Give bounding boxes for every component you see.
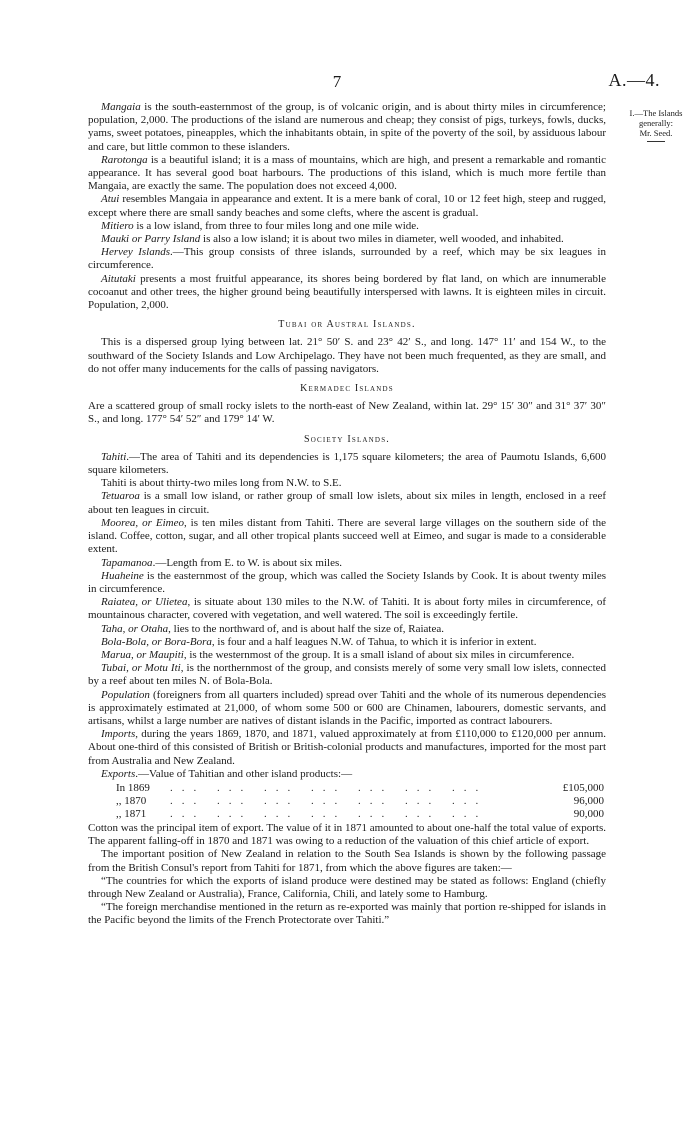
paragraph-text: is the easternmost of the group, which was called the Society Islands by Cook. It is about twenty miles in circumference. (88, 569, 606, 595)
paragraph-atui (88, 193, 606, 219)
paragraph-raiatea (88, 596, 606, 622)
paragraph-huaheine (88, 570, 606, 596)
paragraph-text: .—This group consists of three islands, surrounded by a reef, which may be six leagues in circumference. (88, 246, 606, 272)
island-name: Tetuaroa (101, 490, 140, 503)
paragraph-text: is a small low island, or rather group of small low islets, about six miles in length, enclosed in a reef about ten leagues in circuit. (88, 490, 606, 516)
island-name: Raiatea, or Ulietea (101, 596, 188, 609)
island-name: Huaheine (101, 569, 144, 582)
paragraph-text: resembles Mangaia in appearance and extent. It is a mere bank of coral, 10 or 12 feet high, steep and rugged, except where there are small sandy beaches and some clefts, where the ascent is gradual. (88, 193, 606, 219)
paragraph-mauki (88, 233, 606, 246)
quote-merchandise: “The foreign merchandise mentioned in the return as re-exported was mainly that portion re-shipped for islands in the Pacific beyond the limits of the French Protectorate over Tahiti.” (88, 901, 606, 927)
island-name: Taha, or Otaha (101, 622, 169, 635)
export-value: £105,000 (562, 781, 604, 794)
paragraph-tubai-group: This is a dispersed group lying between lat. 21° 50′ S. and 23° 42′ S., and long. 147° 11′ and 154 W., to the southward of the Society Islands and Low Archipelago. They have not been much frequented, as they are small, and do not offer many inducements for the calls of passing navigators. (88, 336, 606, 375)
island-name: Mitiero (101, 219, 134, 232)
island-name: Mangaia (101, 101, 141, 113)
paragraph-text: .—The area of Tahiti and its dependencies is 1,175 square kilometers; the area of Paumotu Islands, 6,600 square kilometers. (88, 450, 606, 477)
paragraph-text: , is four and a half leagues N.W. of Tahua, to which it is inferior in extent. (211, 635, 537, 648)
island-name: Aitutaki (101, 272, 136, 285)
paragraph-text: (foreigners from all quarters included) spread over Tahiti and the whole of its numerous dependencies is approximately estimated at 21,000, of whom some 500 or 600 are Chinamen, labourers, domestic servants, and artisans, whilst a large number are natives of distant islands in the Pacific, imported as contract labourers. (88, 688, 606, 727)
paragraph-text: .—Length from E. to W. is about six miles. (152, 556, 342, 569)
paragraph-tapamanoa (88, 557, 606, 570)
paragraph-text: is a low island, from three to four miles long and one mile wide. (133, 219, 419, 232)
paragraph-text: presents a most fruitful appearance, its shores being bordered by flat land, on which are innumerable cocoanut and other trees, the higher ground being beautifully interspersed with lawns. It is eighteen miles in circuit. Population, 2,000. (88, 272, 606, 312)
section-heading-tubai: Tubai or Austral Islands. (278, 319, 416, 331)
exports-table (116, 782, 604, 821)
paragraph-text: .—Value of Tahitian and other island products:— (135, 767, 353, 780)
body-text (88, 101, 606, 928)
paragraph-imports (88, 728, 606, 768)
margin-note (616, 108, 696, 142)
paragraph-text: , during the years 1869, 1870, and 1871, valued approximately at from £110,000 to £120,000 per annum. About one-third of this consisted of British or British-colonial products and manufactures, imported for the most part from Australia and New Zealand. (88, 728, 606, 767)
paragraph-mitiero (88, 220, 606, 233)
paragraph-text: , is situate about 130 miles to the N.W. of Tahiti. It is about forty miles in circumference, of mountainous character, covered with vegetation, and well watered. The soil is exceedingly fertile. (88, 596, 607, 622)
paragraph-consul-report: The important position of New Zealand in relation to the South Sea Islands is shown by the following passage from the British Consul's report from Tahiti for 1871, from which the above figures are taken:— (88, 848, 606, 874)
island-name: Rarotonga (101, 153, 148, 166)
export-value: 96,000 (573, 794, 604, 807)
margin-note-line: Mr. Seed. (639, 128, 673, 138)
paragraph-hervey (88, 246, 606, 272)
table-row (116, 782, 604, 795)
island-name: Atui (101, 193, 120, 206)
paragraph-text: , is ten miles distant from Tahiti. There are several large villages on the southern side of the island. Coffee, cotton, sugar, and all other tropical plants succeed well at Eimeo, and sugar is made to a considerable extent. (88, 516, 606, 556)
paragraph-kermadec: Are a scattered group of small rocky islets to the north-east of New Zealand, within lat. 29° 15′ 30″ and 31° 37′ 30″ S., and long. 177° 54′ 52″ and 179° 14′ W. (88, 400, 606, 426)
paragraph-tetuaroa (88, 490, 606, 516)
paragraph-exports (88, 768, 606, 781)
island-name: Tapamanoa (101, 556, 153, 569)
page-number: 7 (332, 72, 342, 91)
paragraph-cotton: Cotton was the principal item of export. The value of it in 1871 amounted to about one-half the total value of exports. The apparent falling-off in 1870 and 1871 was owing to a reduction of the valuation of this chief article of export. (88, 821, 606, 848)
export-year: ,, 1870 (116, 794, 147, 807)
leader-dots: ... ... ... ... ... ... ... (170, 807, 488, 820)
paragraph-taha (88, 623, 606, 636)
paragraph-text: , lies to the northward of, and is about half the size of, Raiatea. (168, 622, 444, 635)
island-name: Mauki or Parry Island (101, 233, 201, 246)
topic-name: Exports (101, 767, 136, 780)
paragraph-tahiti-length: Tahiti is about thirty-two miles long from N.W. to S.E. (101, 477, 342, 490)
margin-note-line: generally: (639, 118, 673, 128)
paragraph-mangaia (88, 101, 606, 154)
export-year: ,, 1871 (116, 807, 147, 820)
paragraph-tubai-island (88, 662, 606, 688)
leader-dots: ... ... ... ... ... ... ... (170, 794, 488, 807)
export-year: In 1869 (116, 781, 150, 794)
export-value: 90,000 (573, 807, 604, 820)
paragraph-rarotonga (88, 154, 606, 194)
paragraph-text: is also a low island; it is about two miles in diameter, well wooded, and inhabited. (200, 233, 564, 246)
margin-note-rule (647, 141, 665, 142)
island-name: Bola-Bola, or Bora-Bora (101, 635, 212, 648)
paragraph-moorea (88, 517, 606, 557)
island-name: Tahiti (101, 450, 127, 463)
paragraph-text: , is the northernmost of the group, and consists merely of some very small low islets, connected by a reef about ten miles N. of Bola-Bola. (88, 662, 607, 688)
paragraph-text: , is the westernmost of the group. It is a small island of about six miles in circumference. (183, 648, 575, 661)
paragraph-marua (88, 649, 606, 662)
leader-dots: ... ... ... ... ... ... ... (170, 781, 488, 794)
section-heading-kermadec: Kermadec Islands (300, 383, 394, 395)
paragraph-text: is the south-easternmost of the group, is of volcanic origin, and is about thirty miles in circumference; population, 2,000. The productions of the island are numerous and cheap; they consist of pigs, turkeys, fowls, ducks, yams, sweet potatoes, pineapples, which the inhabitants obtain, in spite of the poverty of the soil, by assiduous labour and care, but little common to these islanders. (88, 101, 606, 153)
quote-countries: “The countries for which the exports of island produce were destined may be stated as follows: England (chiefly through New Zealand or Australia), France, California, Chili, and lately some to Hamburg. (88, 874, 606, 900)
paragraph-tahiti-area (88, 451, 606, 477)
paragraph-population (88, 689, 606, 729)
section-heading-society: Society Islands. (304, 433, 390, 445)
topic-name: Imports (101, 728, 136, 741)
island-name: Hervey Islands (101, 246, 170, 259)
island-name: Moorea, or Eimeo (101, 516, 184, 529)
paragraph-bola-bola (88, 636, 606, 649)
table-row (116, 808, 604, 821)
island-name: Tubai, or Motu Iti (101, 662, 181, 675)
paragraph-text: is a beautiful island; it is a mass of mountains, which are high, and present a remarkable and romantic appearance. It has several good boat harbours. The productions of this island, which is much more fertile than Mangaia, are exactly the same. The population does not exceed 4,000. (88, 153, 606, 193)
island-name: Marua, or Maupiti (101, 648, 184, 661)
table-row (116, 795, 604, 808)
margin-note-line: I.—The Islands (629, 108, 683, 118)
paragraph-aitutaki (88, 273, 606, 313)
topic-name: Population (101, 688, 150, 701)
document-reference: A.—4. (608, 70, 660, 90)
